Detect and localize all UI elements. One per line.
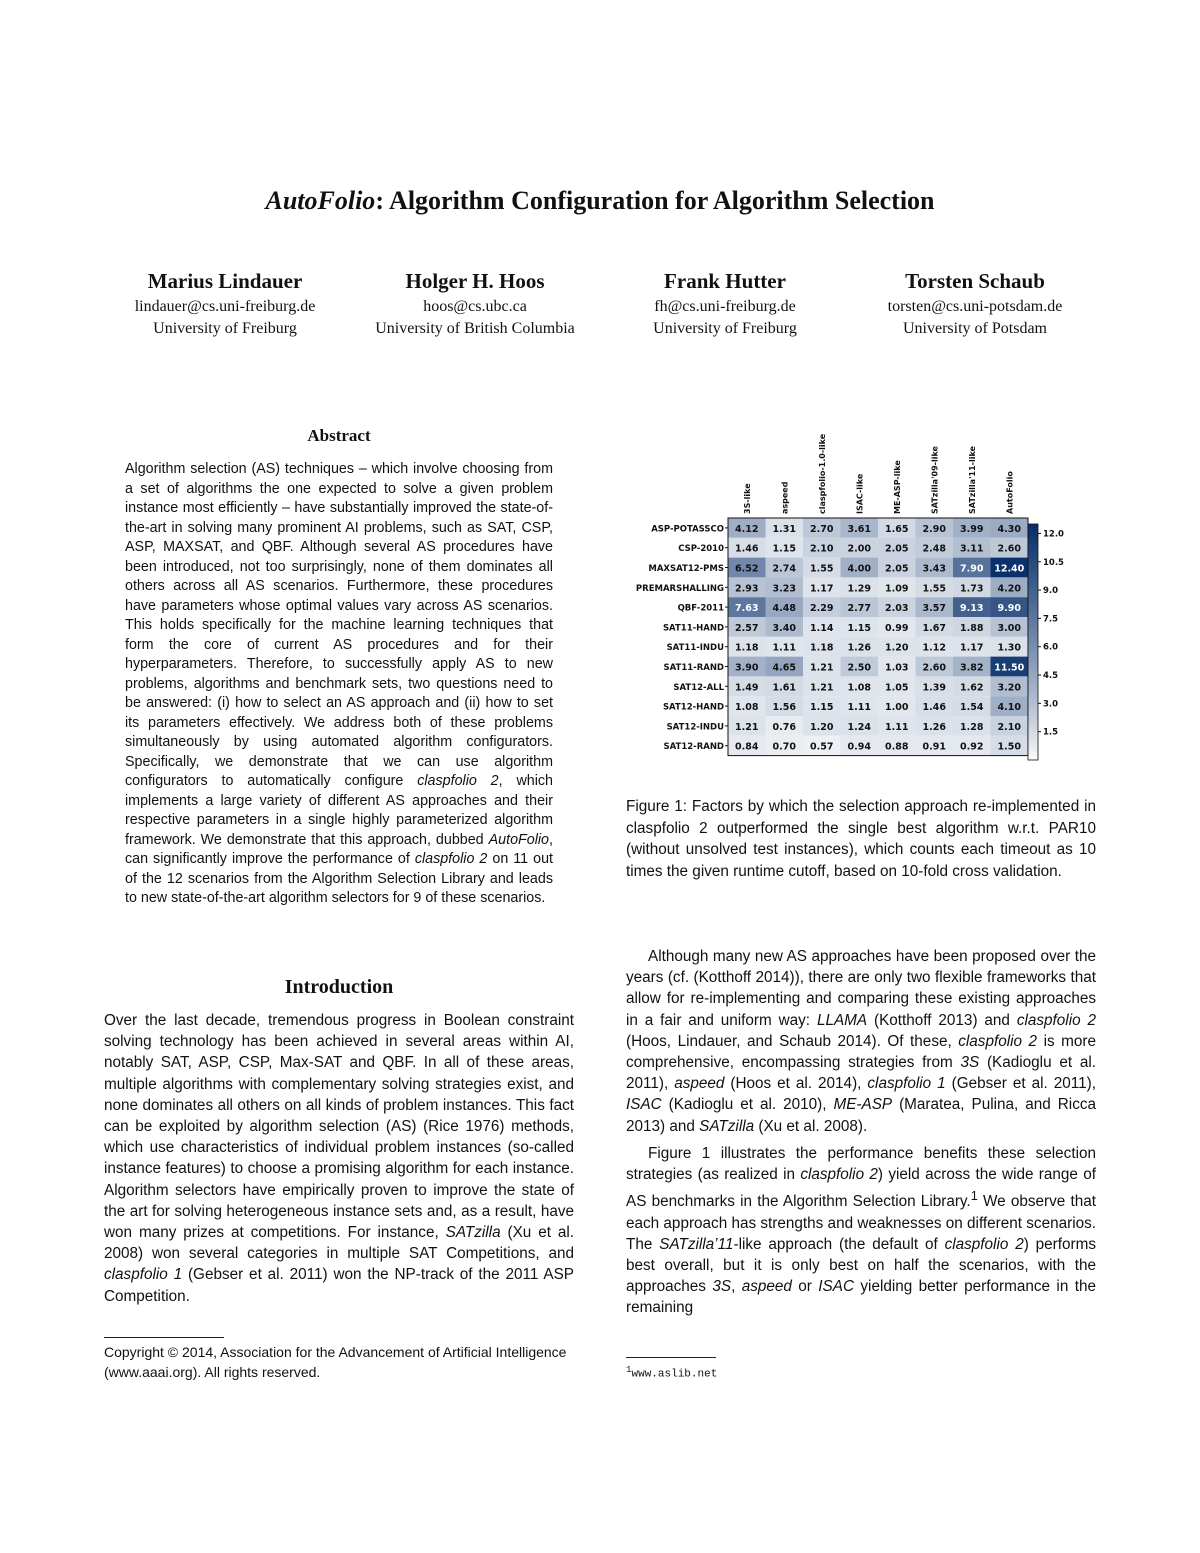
footnote-rule — [104, 1337, 224, 1338]
cell-value-label: 3.40 — [772, 622, 796, 634]
cell-value-label: 4.65 — [772, 662, 796, 674]
colorbar-tick-label: 7.5 — [1043, 614, 1059, 625]
cell-value-label: 2.77 — [847, 603, 871, 615]
colorbar-tick-label: 12.0 — [1043, 529, 1064, 540]
colorbar-segment — [1028, 591, 1038, 596]
cell-value-label: 1.67 — [922, 622, 946, 634]
colorbar-segment — [1028, 524, 1038, 529]
cell-value-label: 1.73 — [960, 583, 984, 595]
colorbar-tick-label: 4.5 — [1043, 671, 1059, 682]
cell-value-label: 2.57 — [735, 622, 759, 634]
colorbar-tick-label: 6.0 — [1043, 642, 1059, 653]
cell-value-label: 3.00 — [997, 622, 1021, 634]
abstract-text: Algorithm selection (AS) techniques – which involve choosing from a set of algorithms the one expected to solve a given problem instance most efficiently – have substantially improved the state-of-the-art in solving many prominent AI problems, such as SAT, CSP, ASP, MAXSAT, and QBF. Although several AS procedures have been introduced, not too surprisingly, none of them dominates all others across all AS scenarios. Furthermore, these procedures have parameters whose optimal values vary across AS scenarios. This holds specifically for the machine learning techniques that form the core of current AS procedures and for their hyperparameters. Therefore, to successfully apply AS to new problems, algorithms and benchmark sets, two questions need to be answered: (i) how to select an AS approach and (ii) how to set its parameters effectively. We address both of these problems simultaneously by using automated algorithm configurators. Specifically, we demonstrate that we can use algorithm configurators to automatically configure claspfolio 2, which implements a large variety of different AS approaches and their respective parameters in a single highly parameterized algorithm framework. We demonstrate that this approach, dubbed AutoFolio, can significantly improve the performance of claspfolio 2 on 11 out of the 12 scenarios from the Algorithm Selection Library and leads to new state-of-the-art algorithm selectors for 9 of these scenarios. — [125, 461, 553, 906]
cell-value-label: 1.11 — [885, 721, 909, 733]
row-label: MAXSAT12-PMS — [648, 564, 724, 574]
author-name: Marius Lindauer — [147, 269, 303, 293]
cell-value-label: 1.08 — [847, 682, 871, 694]
cell-value-label: 1.03 — [885, 662, 909, 674]
colorbar-segment — [1028, 634, 1038, 639]
colorbar-segment — [1028, 559, 1038, 564]
cell-value-label: 2.60 — [922, 662, 946, 674]
cell-value-label: 1.15 — [847, 622, 871, 634]
cell-value-label: 4.20 — [997, 583, 1021, 595]
cell-value-label: 1.15 — [810, 702, 834, 714]
cell-value-label: 2.90 — [922, 523, 946, 535]
colorbar-segment — [1028, 536, 1038, 541]
cell-value-label: 0.94 — [847, 741, 871, 753]
author — [850, 266, 1100, 340]
colorbar-segment — [1028, 552, 1038, 557]
right-column-text — [626, 946, 1096, 1319]
cell-value-label: 6.52 — [735, 563, 759, 575]
footnote-rule — [626, 1357, 716, 1358]
cell-value-label: 3.90 — [735, 662, 759, 674]
cell-value-label: 1.55 — [810, 563, 834, 575]
cell-value-label: 7.63 — [735, 603, 759, 615]
colorbar-segment — [1028, 532, 1038, 537]
colorbar-segment — [1028, 681, 1038, 686]
colorbar-segment — [1028, 579, 1038, 584]
colorbar-segment — [1028, 563, 1038, 568]
cell-value-label: 1.21 — [810, 682, 834, 694]
colorbar-segment — [1028, 650, 1038, 655]
author — [350, 266, 600, 340]
colorbar-segment — [1028, 528, 1038, 533]
colorbar-segment — [1028, 705, 1038, 710]
author-email: torsten@cs.uni-potsdam.de — [887, 298, 1063, 315]
cell-value-label: 1.39 — [922, 682, 946, 694]
colorbar-segment — [1028, 646, 1038, 651]
paragraph: Although many new AS approaches have been proposed over the years (cf. (Kotthoff 2014)), there are only two flexible frameworks that allow for re-implementing and comparing these existing approaches in a fair and uniform way: LLAMA (Kotthoff 2013) and claspfolio 2 (Hoos, Lindauer, and Schaub 2014). Of these, claspfolio 2 is more comprehensive, encompassing strategies from 3S (Kadioglu et al. 2011), aspeed (Hoos et al. 2014), claspfolio 1 (Gebser et al. 2011), ISAC (Kadioglu et al. 2010), ME-ASP (Maratea, Pulina, and Ricca 2013) and SATzilla (Xu et al. 2008). — [626, 948, 1097, 1135]
colorbar-segment — [1028, 697, 1038, 702]
colorbar-tick-label: 10.5 — [1043, 557, 1064, 568]
cell-value-label: 1.50 — [997, 741, 1021, 753]
colorbar-segment — [1028, 709, 1038, 714]
colorbar-segment — [1028, 736, 1038, 741]
colorbar-segment — [1028, 740, 1038, 745]
footnote: $^1$www.aslib.net — [626, 1364, 718, 1381]
cell-value-label: 1.55 — [922, 583, 946, 595]
cell-value-label: 1.49 — [735, 682, 759, 694]
cell-value-label: 1.12 — [922, 642, 946, 654]
colorbar-segment — [1028, 721, 1038, 726]
paragraph: Figure 1 illustrates the performance benefits these selection strategies (as realized in claspfolio 2) yield across the wide range of AS benchmarks in the Algorithm Selection Library.$^1$ We observe that each approach has strengths and weaknesses on different scenarios. The SATzilla’11-like approach (the default of claspfolio 2) performs best overall, but it is only best on half the scenarios, with the approaches 3S, aspeed or ISAC yielding better performance in the remaining — [626, 1144, 1097, 1317]
colorbar-segment — [1028, 571, 1038, 576]
cell-value-label: 1.65 — [885, 523, 909, 535]
colorbar-segment — [1028, 662, 1038, 667]
colorbar-segment — [1028, 583, 1038, 588]
colorbar-segment — [1028, 744, 1038, 749]
author-list — [100, 266, 1100, 340]
cell-value-label: 1.18 — [735, 642, 759, 654]
cell-value-label: 1.26 — [922, 721, 946, 733]
cell-value-label: 1.14 — [810, 622, 834, 634]
author — [100, 266, 350, 340]
author-email: hoos@cs.ubc.ca — [423, 298, 527, 315]
cell-value-label: 0.88 — [885, 741, 909, 753]
colorbar-tick-label: 9.0 — [1043, 586, 1059, 597]
introduction-text: Over the last decade, tremendous progress in Boolean constraint solving technology has been achieved in several areas within AI, notably SAT, ASP, CSP, Max-SAT and QBF. In all of these areas, multiple algorithms with complementary solving strategies exist, and none dominates all others on all kinds of problem instances. This fact can be exploited by algorithm selection (AS) (Rice 1976) methods, which use characteristics of individual problem instances (so-called instance features) to choose a promising algorithm for each instance. Algorithm selectors have empirically proven to improve the state of the art for solving heterogeneous instance sets and, as a result, have won many prizes at competitions. For instance, SATzilla (Xu et al. 2008) won several categories in multiple SAT Competitions, and claspfolio 1 (Gebser et al. 2011) won the NP-track of the 2011 ASP Competition. — [104, 1012, 575, 1305]
cell-value-label: 1.46 — [922, 702, 946, 714]
cell-value-label: 9.13 — [960, 603, 984, 615]
colorbar-segment — [1028, 622, 1038, 627]
colorbar-segment — [1028, 567, 1038, 572]
cell-value-label: 1.17 — [960, 642, 984, 654]
cell-value-label: 2.05 — [885, 543, 909, 555]
author-affiliation: University of Freiburg — [153, 320, 297, 337]
author-email: fh@cs.uni-freiburg.de — [654, 298, 796, 315]
colorbar-tick-label: 3.0 — [1043, 699, 1059, 710]
colorbar-segment — [1028, 548, 1038, 553]
cell-value-label: 1.11 — [772, 642, 796, 654]
cell-value-label: 3.43 — [922, 563, 946, 575]
colorbar-segment — [1028, 701, 1038, 706]
cell-value-label: 2.10 — [810, 543, 834, 555]
colorbar-segment — [1028, 673, 1038, 678]
cell-value-label: 2.00 — [847, 543, 871, 555]
figure-caption: Figure 1: Factors by which the selection approach re-implemented in claspfolio 2 outperformed the single best algorithm w.r.t. PAR10 (without unsolved test instances), which counts each timeout as 10 times the given runtime cutoff, based on 10-fold cross validation. — [626, 798, 1096, 880]
colorbar-segment — [1028, 685, 1038, 690]
colorbar-segment — [1028, 658, 1038, 663]
figure-1-heatmap — [600, 420, 1100, 780]
column-label: ME-ASP-like — [892, 460, 902, 514]
column-label: claspfolio-1.0-like — [817, 433, 827, 514]
cell-value-label: 1.56 — [772, 702, 796, 714]
cell-value-label: 1.08 — [735, 702, 759, 714]
cell-value-label: 2.60 — [997, 543, 1021, 555]
author-name: Holger H. Hoos — [405, 269, 545, 293]
colorbar-segment — [1028, 618, 1038, 623]
column-label: aspeed — [780, 481, 790, 514]
colorbar-segment — [1028, 717, 1038, 722]
row-label: SAT11-INDU — [666, 643, 724, 654]
cell-value-label: 1.24 — [847, 721, 871, 733]
colorbar-segment — [1028, 642, 1038, 647]
cell-value-label: 1.15 — [772, 543, 796, 555]
colorbar-segment — [1028, 575, 1038, 580]
colorbar-segment — [1028, 544, 1038, 549]
cell-value-label: 3.11 — [960, 543, 984, 555]
column-label: AutoFolio — [1005, 471, 1015, 514]
cell-value-label: 1.31 — [772, 523, 796, 535]
author-affiliation: University of Freiburg — [653, 320, 797, 337]
colorbar-segment — [1028, 666, 1038, 671]
row-label: SAT12-RAND — [663, 742, 724, 753]
row-label: CSP-2010 — [678, 544, 724, 555]
row-label: SAT12-HAND — [662, 702, 724, 713]
cell-value-label: 2.74 — [772, 563, 796, 575]
row-label: QBF-2011 — [677, 603, 724, 614]
cell-value-label: 1.21 — [735, 721, 759, 733]
author-email: lindauer@cs.uni-freiburg.de — [134, 298, 316, 315]
cell-value-label: 4.48 — [772, 603, 796, 615]
cell-value-label: 3.82 — [960, 662, 984, 674]
colorbar-tick-label: 1.5 — [1043, 727, 1059, 738]
introduction-heading: Introduction — [284, 976, 394, 998]
cell-value-label: 1.05 — [885, 682, 909, 694]
colorbar-segment — [1028, 752, 1038, 757]
column-label: ISAC-like — [855, 473, 865, 514]
colorbar-segment — [1028, 654, 1038, 659]
colorbar-segment — [1028, 638, 1038, 643]
row-label: SAT12-ALL — [673, 682, 724, 693]
cell-value-label: 1.61 — [772, 682, 796, 694]
cell-value-label: 1.30 — [997, 642, 1021, 654]
cell-value-label: 2.93 — [735, 583, 759, 595]
cell-value-label: 1.88 — [960, 622, 984, 634]
column-label: SATzilla'09-like — [930, 446, 940, 514]
colorbar-segment — [1028, 603, 1038, 608]
cell-value-label: 4.00 — [847, 563, 871, 575]
cell-value-label: 2.05 — [885, 563, 909, 575]
colorbar-segment — [1028, 611, 1038, 616]
cell-value-label: 3.57 — [922, 603, 946, 615]
colorbar-segment — [1028, 693, 1038, 698]
cell-value-label: 11.50 — [994, 662, 1025, 674]
cell-value-label: 2.10 — [997, 721, 1021, 733]
colorbar-segment — [1028, 713, 1038, 718]
colorbar-segment — [1028, 732, 1038, 737]
cell-value-label: 9.90 — [997, 603, 1021, 615]
cell-value-label: 1.00 — [885, 702, 909, 714]
author-affiliation: University of Potsdam — [903, 320, 1047, 337]
author-name: Torsten Schaub — [905, 269, 1045, 293]
colorbar-segment — [1028, 748, 1038, 753]
cell-value-label: 4.30 — [997, 523, 1021, 535]
colorbar-segment — [1028, 587, 1038, 592]
cell-value-label: 2.70 — [810, 523, 834, 535]
cell-value-label: 1.11 — [847, 702, 871, 714]
cell-value-label: 1.17 — [810, 583, 834, 595]
cell-value-label: 4.12 — [735, 523, 759, 535]
cell-value-label: 1.20 — [810, 721, 834, 733]
cell-value-label: 2.29 — [810, 603, 834, 615]
cell-value-label: 0.70 — [772, 741, 796, 753]
colorbar-segment — [1028, 677, 1038, 682]
cell-value-label: 1.21 — [810, 662, 834, 674]
author — [600, 266, 850, 340]
cell-value-label: 3.61 — [847, 523, 871, 535]
colorbar-segment — [1028, 626, 1038, 631]
colorbar-segment — [1028, 555, 1038, 560]
colorbar-segment — [1028, 599, 1038, 604]
author-name: Frank Hutter — [664, 269, 786, 293]
cell-value-label: 2.48 — [922, 543, 946, 555]
colorbar-segment — [1028, 595, 1038, 600]
row-label: PREMARSHALLING — [635, 583, 724, 594]
row-label: ASP-POTASSCO — [651, 524, 724, 535]
cell-value-label: 0.99 — [885, 622, 909, 634]
cell-value-label: 0.92 — [960, 741, 984, 753]
column-label: 3S-like — [742, 483, 752, 514]
cell-value-label: 4.10 — [997, 702, 1021, 714]
paper-title: AutoFolio: Algorithm Configuration for Algorithm Selection — [265, 186, 935, 215]
copyright-notice: Copyright © 2014, Association for the Advancement of Artificial Intelligence (www.aaai.org). All rights reserved. — [104, 1344, 567, 1380]
cell-value-label: 0.84 — [735, 741, 759, 753]
colorbar-segment — [1028, 630, 1038, 635]
cell-value-label: 0.57 — [810, 741, 834, 753]
column-label: SATzilla'11-like — [967, 446, 977, 514]
cell-value-label: 3.20 — [997, 682, 1021, 694]
abstract-heading: Abstract — [307, 426, 371, 445]
cell-value-label: 1.09 — [885, 583, 909, 595]
colorbar-segment — [1028, 725, 1038, 730]
cell-value-label: 0.76 — [772, 721, 796, 733]
cell-value-label: 1.54 — [960, 702, 984, 714]
cell-value-label: 2.03 — [885, 603, 909, 615]
cell-value-label: 3.99 — [960, 523, 984, 535]
row-label: SAT11-RAND — [663, 663, 724, 673]
cell-value-label: 0.91 — [922, 741, 946, 753]
colorbar-segment — [1028, 729, 1038, 734]
colorbar-segment — [1028, 689, 1038, 694]
cell-value-label: 2.50 — [847, 662, 871, 674]
cell-value-label: 1.29 — [847, 583, 871, 595]
author-affiliation: University of British Columbia — [375, 320, 575, 337]
cell-value-label: 1.28 — [960, 721, 984, 733]
cell-value-label: 1.18 — [810, 642, 834, 654]
cell-value-label: 1.20 — [885, 642, 909, 654]
colorbar-segment — [1028, 607, 1038, 612]
row-label: SAT12-INDU — [666, 722, 724, 733]
cell-value-label: 1.26 — [847, 642, 871, 654]
colorbar-segment — [1028, 614, 1038, 619]
cell-value-label: 3.23 — [772, 583, 796, 595]
cell-value-label: 1.62 — [960, 682, 984, 694]
row-label: SAT11-HAND — [662, 623, 724, 634]
colorbar-segment — [1028, 540, 1038, 545]
cell-value-label: 12.40 — [994, 563, 1025, 575]
colorbar-segment — [1028, 670, 1038, 675]
cell-value-label: 1.46 — [735, 543, 759, 555]
cell-value-label: 7.90 — [960, 563, 984, 575]
